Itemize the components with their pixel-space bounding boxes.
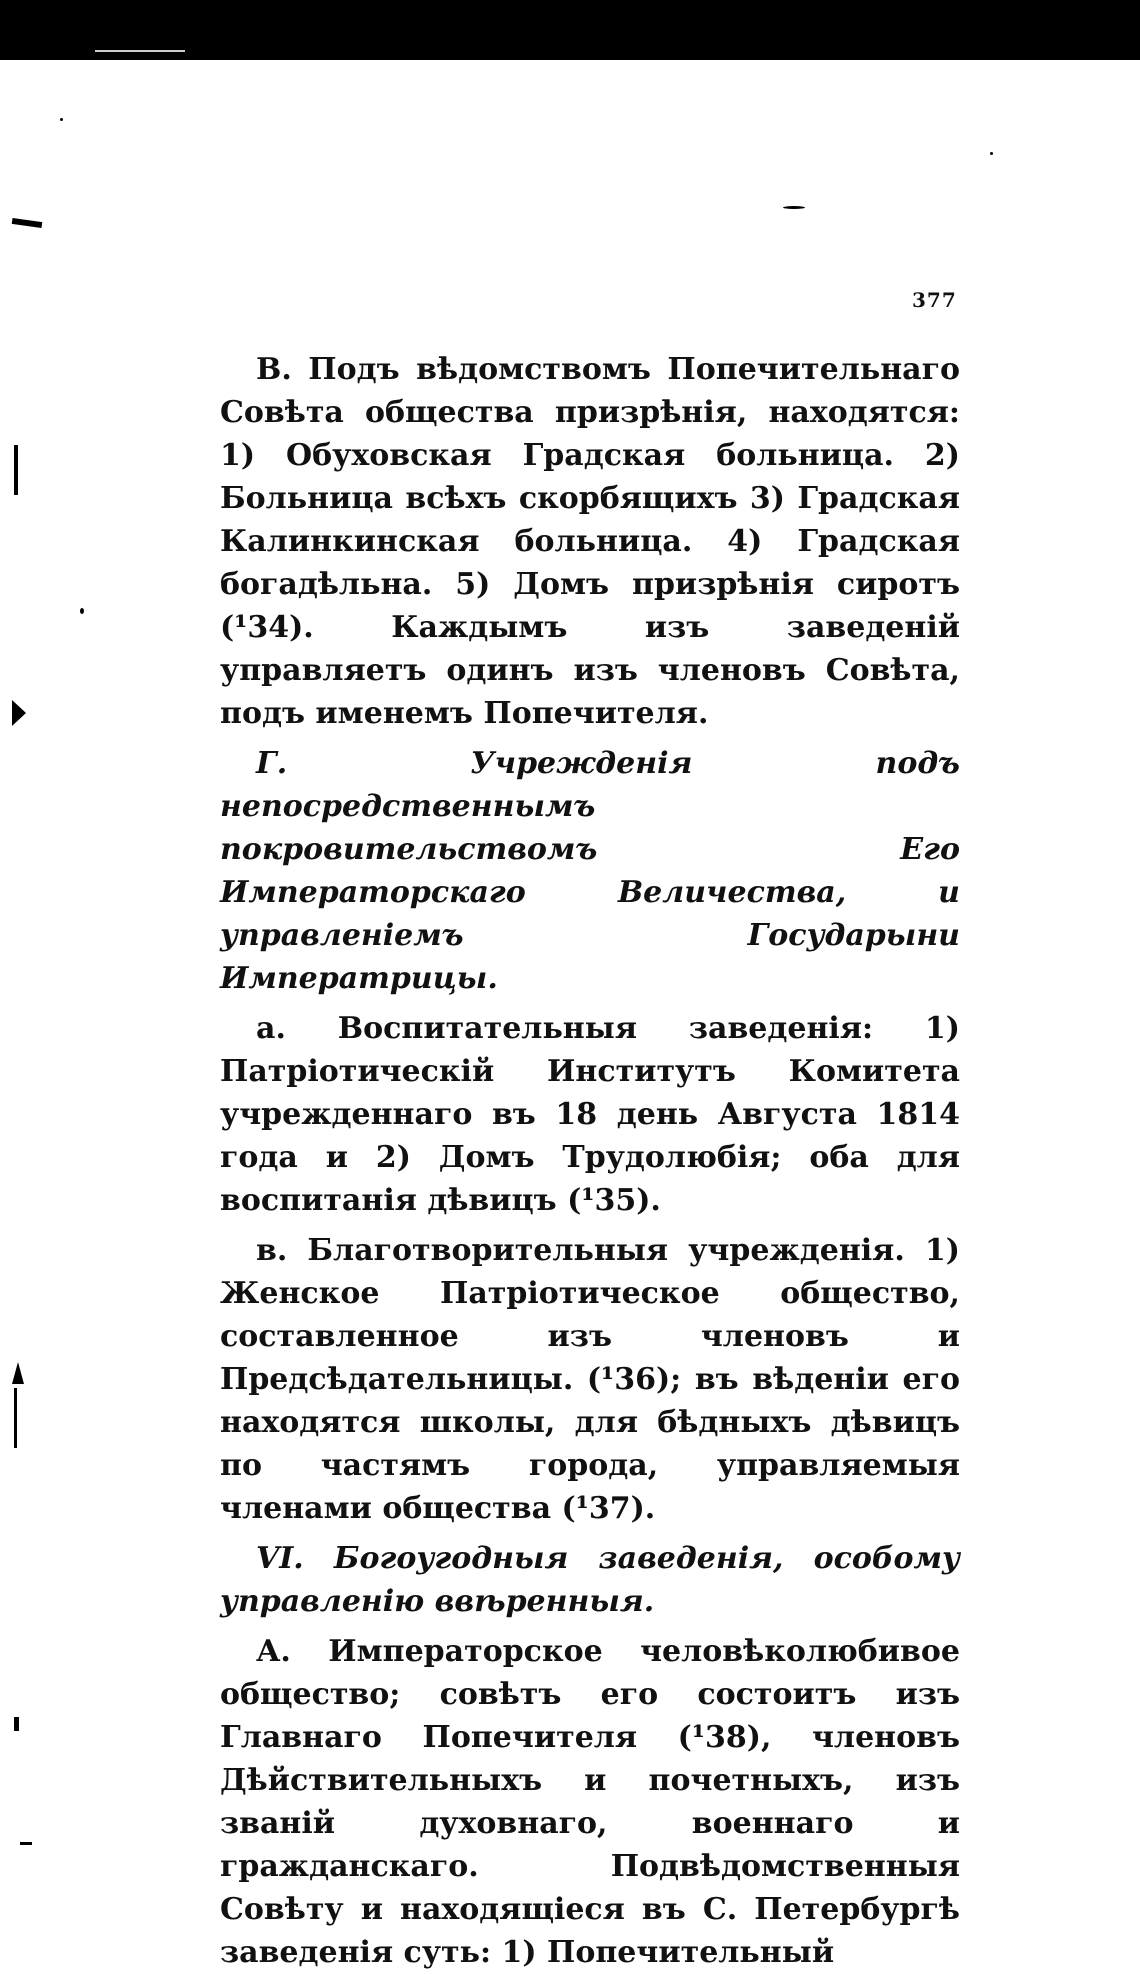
scan-artifact-mark [14, 1388, 17, 1448]
heading-vi-charitable-establishments: VI. Богоугодныя заведенія, особому управленію ввѣренныя. [220, 1541, 960, 1619]
scan-artifact-mark [14, 1717, 19, 1731]
scan-top-border [0, 0, 1140, 60]
scan-scratch [95, 50, 185, 52]
scan-dust [80, 608, 84, 614]
scan-artifact-mark [12, 700, 26, 726]
scan-artifact-mark [20, 1842, 32, 1845]
scan-artifact-mark [14, 445, 18, 495]
paragraph-b-board: В. Подъ вѣдомствомъ Попечительнаго Совѣта общества призрѣнія, находятся: 1) Обуховская Градская больница. 2) Больница всѣхъ скорбящихъ 3) Градская Калинкинская больница. 4) Градская богадѣльна. 5) Домъ призрѣнія сиротъ (¹34). Каждымъ изъ заведеній управляетъ одинъ изъ членовъ Совѣта, подъ именемъ Попечителя. [220, 352, 960, 731]
paragraph-a-educational: а. Воспитательныя заведенія: 1) Патріотическій Институтъ Комитета учрежденнаго въ 18 день Августа 1814 года и 2) Домъ Трудолюбія; оба для воспитанія дѣвицъ (¹35). [220, 1011, 960, 1218]
page-body [220, 348, 960, 1974]
scan-dust [990, 152, 993, 155]
scan-artifact-mark [12, 1362, 24, 1384]
paragraph-v-charitable: в. Благотворительныя учрежденія. 1) Женское Патріотическое общество, составленное изъ членовъ и Предсѣдательницы. (¹36); въ вѣденіи его находятся школы, для бѣдныхъ дѣвицъ по частямъ города, управляемыя членами общества (¹37). [220, 1233, 960, 1526]
scan-dust [783, 206, 805, 209]
page-number: 377 [912, 288, 957, 312]
scan-dust [60, 118, 63, 121]
scan-artifact-mark [12, 218, 43, 228]
paragraph-a-philanthropic-society: А. Императорское человѣколюбивое общество; совѣтъ его состоитъ изъ Главнаго Попечителя (¹38), членовъ Дѣйствительныхъ и почетныхъ, изъ званій духовнаго, военнаго и гражданскаго. Подвѣдомственныя Совѣту и находящіеся въ С. Петербургѣ заведенія суть: 1) Попечительный [220, 1634, 960, 1970]
heading-g-institutions: Г. Учрежденія подъ непосредственнымъ покровительствомъ Его Императорскаго Величества, и управленіемъ Государыни Императрицы. [220, 746, 960, 996]
